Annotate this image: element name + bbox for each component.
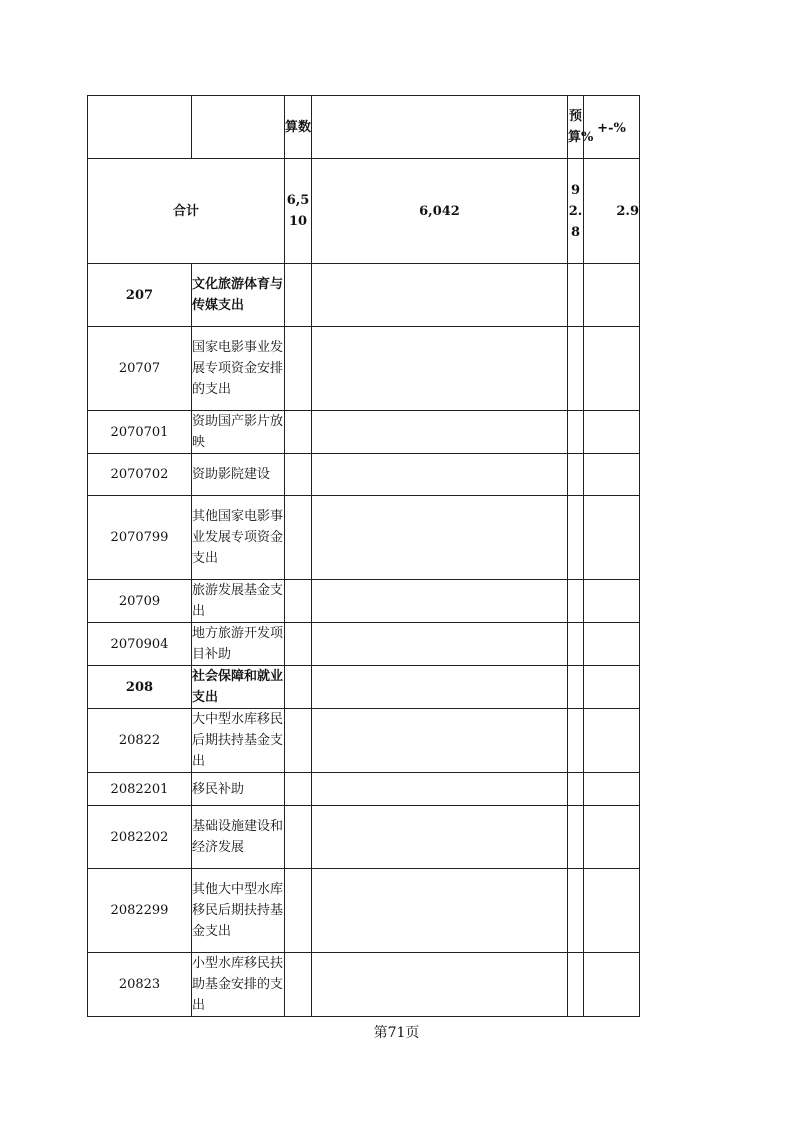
table-row <box>88 264 640 327</box>
row-cell <box>584 806 640 869</box>
row-cell <box>285 580 312 623</box>
row-cell <box>285 623 312 666</box>
row-cell <box>285 869 312 953</box>
row-cell <box>568 264 584 327</box>
row-name: 资助国产影片放映 <box>192 411 285 454</box>
row-code: 2070799 <box>88 496 192 580</box>
header-row <box>88 96 640 159</box>
row-cell <box>312 869 568 953</box>
row-cell <box>584 327 640 411</box>
header-cell-col3: 算数 <box>285 96 312 159</box>
row-cell <box>584 623 640 666</box>
row-name: 旅游发展基金支出 <box>192 580 285 623</box>
row-code: 20822 <box>88 709 192 773</box>
row-name: 小型水库移民扶助基金安排的支出 <box>192 953 285 1017</box>
row-cell <box>568 623 584 666</box>
row-cell <box>568 773 584 806</box>
row-cell <box>312 806 568 869</box>
budget-table <box>87 95 640 1017</box>
row-name: 移民补助 <box>192 773 285 806</box>
table-row <box>88 666 640 709</box>
row-cell <box>312 411 568 454</box>
row-cell <box>312 623 568 666</box>
table-row <box>88 580 640 623</box>
header-cell-col4 <box>312 96 568 159</box>
row-cell <box>568 806 584 869</box>
table-row <box>88 773 640 806</box>
row-cell <box>584 953 640 1017</box>
row-code: 208 <box>88 666 192 709</box>
row-cell <box>584 709 640 773</box>
row-code: 2070701 <box>88 411 192 454</box>
row-cell <box>285 496 312 580</box>
total-col5: 92.8 <box>568 159 584 264</box>
row-name: 地方旅游开发项目补助 <box>192 623 285 666</box>
row-cell <box>568 411 584 454</box>
row-name: 资助影院建设 <box>192 454 285 496</box>
row-name: 其他国家电影事业发展专项资金支出 <box>192 496 285 580</box>
row-name: 文化旅游体育与传媒支出 <box>192 264 285 327</box>
row-cell <box>285 264 312 327</box>
total-col6: 2.9 <box>584 159 640 264</box>
row-cell <box>285 953 312 1017</box>
row-cell <box>312 580 568 623</box>
row-cell <box>312 953 568 1017</box>
table-row <box>88 709 640 773</box>
row-code: 2070904 <box>88 623 192 666</box>
row-code: 207 <box>88 264 192 327</box>
table-row <box>88 454 640 496</box>
table-row <box>88 869 640 953</box>
row-code: 2082299 <box>88 869 192 953</box>
row-code: 20707 <box>88 327 192 411</box>
header-cell-name <box>192 96 285 159</box>
row-cell <box>584 666 640 709</box>
row-code: 2070702 <box>88 454 192 496</box>
total-col4: 6,042 <box>312 159 568 264</box>
row-cell <box>285 666 312 709</box>
row-cell <box>568 709 584 773</box>
row-cell <box>584 496 640 580</box>
table-row <box>88 327 640 411</box>
table-row <box>88 953 640 1017</box>
row-cell <box>584 580 640 623</box>
row-name: 基础设施建设和经济发展 <box>192 806 285 869</box>
row-cell <box>312 327 568 411</box>
header-cell-col6: +-% <box>584 96 640 159</box>
row-cell <box>584 454 640 496</box>
header-cell-code <box>88 96 192 159</box>
row-cell <box>312 709 568 773</box>
table-row <box>88 496 640 580</box>
table-row <box>88 411 640 454</box>
total-label: 合计 <box>88 159 285 264</box>
row-cell <box>584 773 640 806</box>
row-code: 20709 <box>88 580 192 623</box>
total-col3: 6,510 <box>285 159 312 264</box>
header-cell-col5: 预算% <box>568 96 584 159</box>
row-code: 2082202 <box>88 806 192 869</box>
row-name: 其他大中型水库移民后期扶持基金支出 <box>192 869 285 953</box>
row-cell <box>568 327 584 411</box>
row-cell <box>312 666 568 709</box>
row-name: 国家电影事业发展专项资金安排的支出 <box>192 327 285 411</box>
row-name: 大中型水库移民后期扶持基金支出 <box>192 709 285 773</box>
row-cell <box>285 806 312 869</box>
row-cell <box>285 773 312 806</box>
row-cell <box>312 264 568 327</box>
row-cell <box>312 454 568 496</box>
row-cell <box>584 411 640 454</box>
total-row <box>88 159 640 264</box>
row-cell <box>568 666 584 709</box>
page-number: 第71页 <box>373 1025 420 1041</box>
row-cell <box>285 709 312 773</box>
row-cell <box>285 454 312 496</box>
row-name: 社会保障和就业支出 <box>192 666 285 709</box>
row-cell <box>568 496 584 580</box>
row-cell <box>285 327 312 411</box>
row-cell <box>312 496 568 580</box>
table-row <box>88 806 640 869</box>
row-code: 20823 <box>88 953 192 1017</box>
row-cell <box>568 454 584 496</box>
row-cell <box>312 773 568 806</box>
row-code: 2082201 <box>88 773 192 806</box>
row-cell <box>584 264 640 327</box>
row-cell <box>568 953 584 1017</box>
row-cell <box>568 580 584 623</box>
row-cell <box>584 869 640 953</box>
row-cell <box>285 411 312 454</box>
row-cell <box>568 869 584 953</box>
table-row <box>88 623 640 666</box>
